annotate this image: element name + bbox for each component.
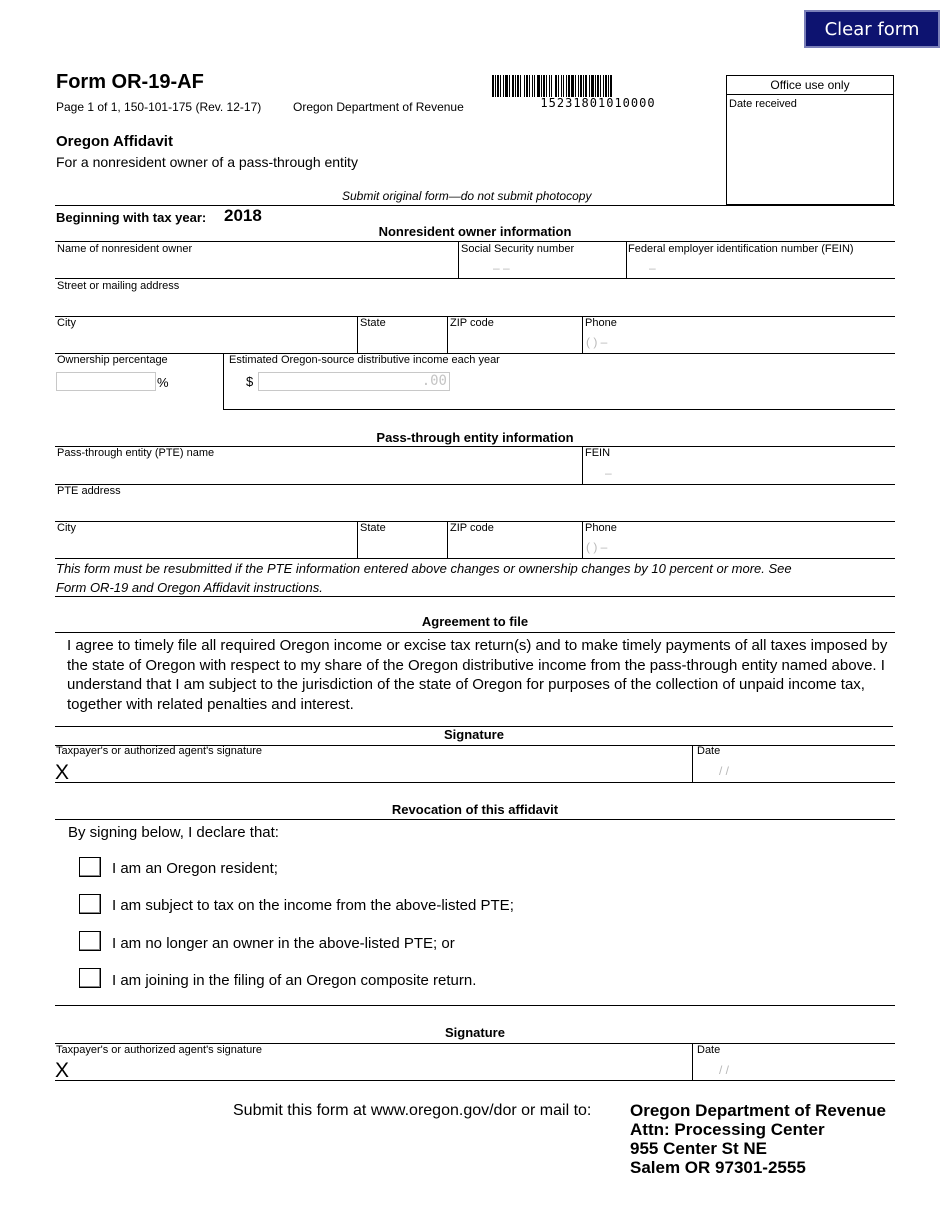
owner-phone-label: Phone bbox=[585, 317, 617, 329]
income-placeholder: .00 bbox=[421, 373, 447, 389]
signature2-field[interactable] bbox=[76, 1058, 688, 1078]
page-info: Page 1 of 1, 150-101-175 (Rev. 12-17) bbox=[56, 100, 262, 114]
pte-section-title: Pass-through entity information bbox=[376, 430, 574, 445]
pte-address-field[interactable] bbox=[56, 499, 892, 519]
revocation-title: Revocation of this affidavit bbox=[391, 802, 559, 817]
office-use-title: Office use only bbox=[727, 76, 893, 95]
submit-original-note: Submit original form—do not submit photocopy bbox=[342, 189, 592, 203]
owner-section-title: Nonresident owner information bbox=[378, 224, 572, 239]
signature2-label: Taxpayer's or authorized agent's signature bbox=[56, 1044, 262, 1056]
owner-name-field[interactable] bbox=[56, 257, 456, 277]
pte-phone-field[interactable]: ( ) – bbox=[586, 540, 608, 554]
owner-phone-field[interactable]: ( ) – bbox=[586, 335, 608, 349]
date-received-label: Date received bbox=[729, 98, 797, 110]
signature1-field[interactable] bbox=[76, 760, 688, 780]
pte-name-field[interactable] bbox=[56, 461, 578, 481]
pte-phone-label: Phone bbox=[585, 522, 617, 534]
pte-resubmit-note-line1: This form must be resubmitted if the PTE information entered above changes or ownership changes by 10 percent or more. See bbox=[56, 561, 792, 576]
checkbox-subject-to-tax[interactable] bbox=[79, 894, 101, 914]
pte-zip-field[interactable] bbox=[449, 536, 579, 556]
income-label: Estimated Oregon-source distributive income each year bbox=[229, 354, 500, 366]
department-name: Oregon Department of Revenue bbox=[293, 100, 464, 114]
ownership-field[interactable] bbox=[56, 372, 156, 391]
signature2-date-field[interactable]: / / bbox=[719, 1063, 730, 1077]
document-subtitle: For a nonresident owner of a pass-through entity bbox=[56, 154, 358, 170]
street-label: Street or mailing address bbox=[57, 280, 180, 292]
ssn-label: Social Security number bbox=[461, 243, 575, 255]
pte-address-label: PTE address bbox=[57, 485, 121, 497]
mailing-line3: 955 Center St NE bbox=[630, 1139, 767, 1158]
owner-city-label: City bbox=[57, 317, 76, 329]
signature1-title: Signature bbox=[444, 727, 504, 742]
ownership-label: Ownership percentage bbox=[57, 354, 168, 366]
pte-fein-label: FEIN bbox=[585, 447, 611, 459]
checkbox-oregon-resident[interactable] bbox=[79, 857, 101, 877]
pte-resubmit-note-line2: Form OR-19 and Oregon Affidavit instructions. bbox=[56, 580, 323, 595]
pte-fein-field[interactable]: – bbox=[605, 466, 612, 480]
income-field[interactable] bbox=[258, 372, 450, 391]
fein-field[interactable]: – bbox=[649, 261, 656, 275]
barcode-number: 15231801010000 bbox=[540, 96, 656, 110]
option-subject-to-tax: I am subject to tax on the income from the above-listed PTE; bbox=[112, 897, 514, 914]
form-title: Form OR-19-AF bbox=[56, 71, 204, 93]
tax-year-value[interactable]: 2018 bbox=[224, 206, 262, 225]
checkbox-no-longer-owner[interactable] bbox=[79, 931, 101, 951]
checkbox-composite-return[interactable] bbox=[79, 968, 101, 988]
mailing-address bbox=[630, 1101, 886, 1177]
signature2-x-mark: X bbox=[55, 1059, 70, 1082]
agreement-title: Agreement to file bbox=[421, 614, 529, 629]
percent-sign: % bbox=[157, 375, 169, 390]
option-oregon-resident: I am an Oregon resident; bbox=[112, 860, 278, 877]
signature1-label: Taxpayer's or authorized agent's signature bbox=[56, 745, 262, 757]
street-field[interactable] bbox=[56, 294, 892, 314]
barcode-image bbox=[492, 75, 704, 97]
owner-zip-label: ZIP code bbox=[450, 317, 494, 329]
owner-state-label: State bbox=[360, 317, 386, 329]
signature1-date-label: Date bbox=[697, 745, 721, 757]
fein-label: Federal employer identification number (FEIN) bbox=[628, 243, 854, 255]
tax-year-label: Beginning with tax year: bbox=[56, 210, 207, 225]
owner-name-label: Name of nonresident owner bbox=[57, 243, 193, 255]
document-title: Oregon Affidavit bbox=[56, 133, 173, 150]
signature2-date-label: Date bbox=[697, 1044, 721, 1056]
mailing-line1: Oregon Department of Revenue bbox=[630, 1101, 886, 1120]
dollar-sign: $ bbox=[246, 374, 254, 389]
clear-form-label: Clear form bbox=[824, 18, 920, 40]
pte-city-label: City bbox=[57, 522, 76, 534]
revocation-intro: By signing below, I declare that: bbox=[68, 824, 279, 841]
pte-zip-label: ZIP code bbox=[450, 522, 494, 534]
signature2-title: Signature bbox=[445, 1025, 505, 1040]
clear-form-button[interactable] bbox=[804, 10, 940, 48]
signature1-date-field[interactable]: / / bbox=[719, 764, 730, 778]
pte-state-label: State bbox=[360, 522, 386, 534]
office-use-box bbox=[726, 75, 894, 205]
option-composite-return: I am joining in the filing of an Oregon composite return. bbox=[112, 972, 477, 989]
owner-city-field[interactable] bbox=[56, 331, 354, 351]
pte-city-field[interactable] bbox=[56, 536, 354, 556]
owner-state-field[interactable] bbox=[359, 331, 445, 351]
mailing-line2: Attn: Processing Center bbox=[630, 1120, 825, 1139]
mailing-line4: Salem OR 97301-2555 bbox=[630, 1158, 806, 1177]
pte-name-label: Pass-through entity (PTE) name bbox=[57, 447, 215, 459]
owner-zip-field[interactable] bbox=[449, 331, 579, 351]
option-no-longer-owner: I am no longer an owner in the above-listed PTE; or bbox=[112, 935, 455, 952]
mailing-instructions: Submit this form at www.oregon.gov/dor or mail to: bbox=[233, 1102, 592, 1119]
signature1-x-mark: X bbox=[55, 761, 70, 784]
agreement-text: I agree to timely file all required Oregon income or excise tax return(s) and to make timely payments of all taxes imposed by the state of Oregon with respect to my share of the Oregon distributive income from the pass-through entity named above. I understand that I am subject to the jurisdiction of the state of Oregon for purposes of the collection of unpaid income tax, together with related penalties and interest. bbox=[67, 637, 888, 713]
ssn-field[interactable]: – – bbox=[493, 261, 510, 275]
pte-state-field[interactable] bbox=[359, 536, 445, 556]
